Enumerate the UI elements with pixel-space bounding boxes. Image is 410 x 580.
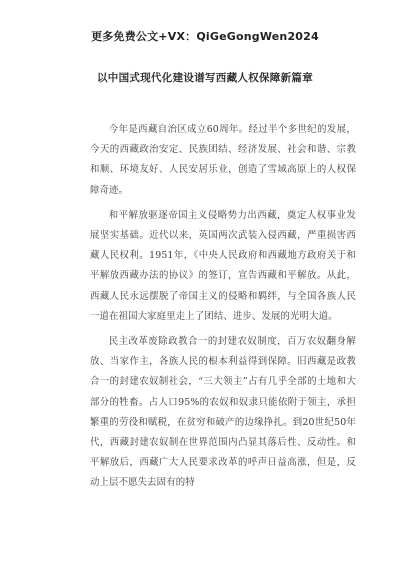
paragraph-3: 民主改革废除政教合一的封建农奴制度，百万农奴翻身解放、当家作主，各族人民的根本利益得到保障。旧西藏是政教合一的封建农奴制社会，“三大领主”占有几乎全部的土地和大部分的牲畜。占人口95%的农奴和奴隶只能依附于领主，承担繁重的劳役和赋税，在贫穷和破产的边缘挣扎。到20世纪50年代，西藏封建农奴制在世界范围内凸显其落后性、反动性。和平解放后，西藏广大人民要求改革的呼声日益高涨，但是，反动上层不愿失去固有的特 bbox=[90, 336, 356, 489]
promo-header: 更多免费公文+VX：QiGeGongWen2024 bbox=[91, 30, 319, 43]
document-body bbox=[90, 120, 356, 499]
paragraph-1: 今年是西藏自治区成立60周年。经过半个多世纪的发展，今天的西藏政治安定、民族团结、经济发展、社会和谐、宗教和顺、环境友好、人民安居乐业，创造了雪域高原上的人权保障奇迹。 bbox=[90, 124, 356, 196]
document-title: 以中国式现代化建设谱写西藏人权保障新篇章 bbox=[97, 72, 313, 84]
paragraph-2: 和平解放驱逐帝国主义侵略势力出西藏，奠定人权事业发展坚实基础。近代以来，英国两次武装入侵西藏，严重损害西藏人民权利。1951年，《中央人民政府和西藏地方政府关于和平解放西藏办法的协议》的签订，宣告西藏和平解放。从此，西藏人民永远摆脱了帝国主义的侵略和羁绊，与全国各族人民一道在祖国大家庭里走上了团结、进步、发展的光明大道。 bbox=[90, 209, 356, 322]
